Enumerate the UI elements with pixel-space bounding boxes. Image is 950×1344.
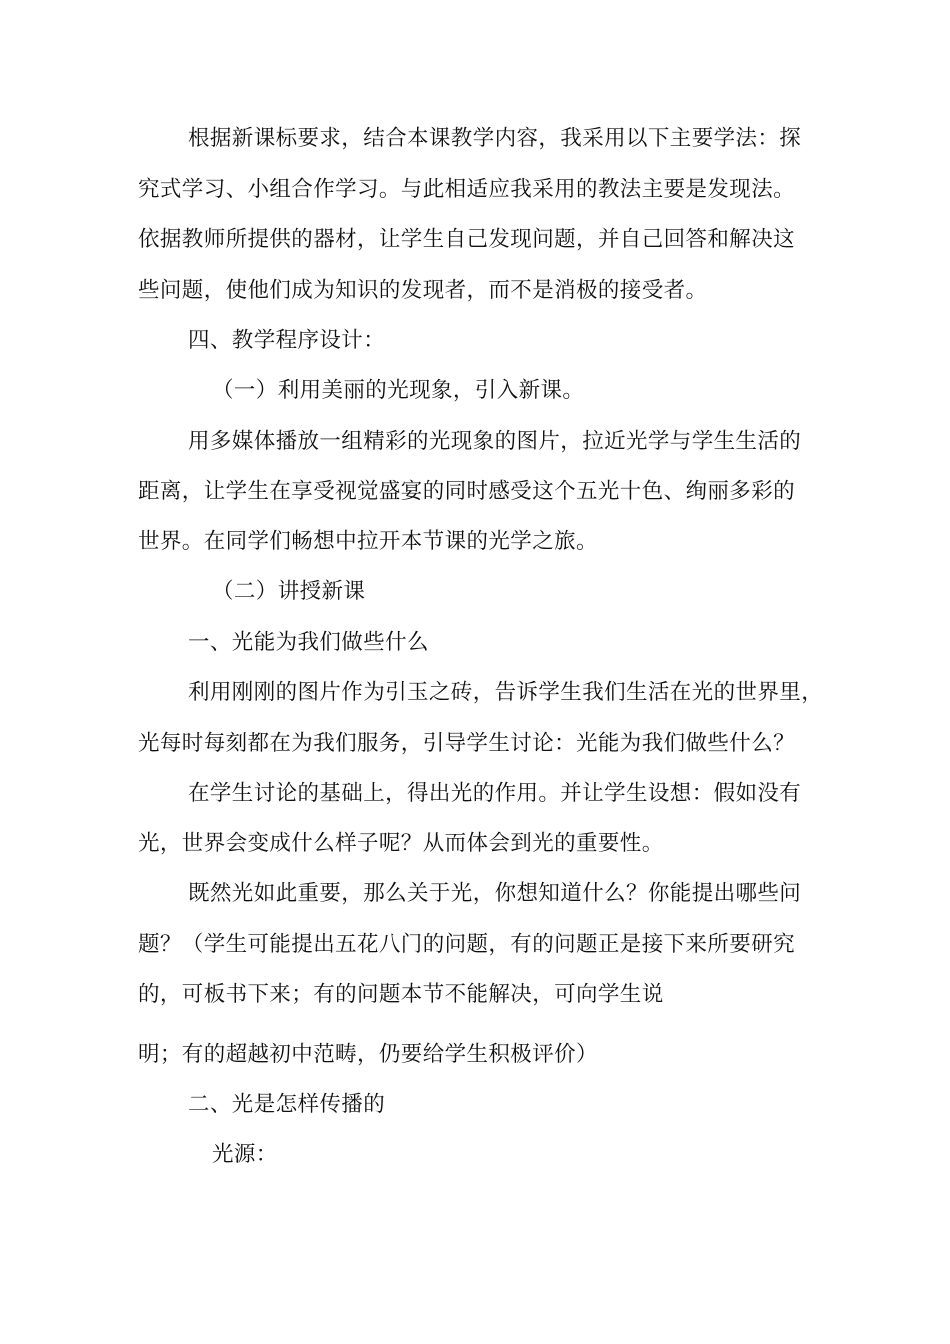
paragraph-line: 世界。在同学们畅想中拉开本节课的光学之旅。 (138, 529, 598, 554)
paragraph-line: 题？（学生可能提出五花八门的问题，有的问题正是接下来所要研究 (138, 932, 796, 957)
subsection-heading: （二）讲授新课 (212, 579, 366, 604)
paragraph-line: 些问题，使他们成为知识的发现者，而不是消极的接受者。 (138, 278, 708, 303)
topic-heading: 一、光能为我们做些什么 (188, 630, 429, 655)
paragraph-line: 明；有的超越初中范畴，仍要给学生积极评价） (138, 1042, 598, 1067)
paragraph-line: 既然光如此重要，那么关于光，你想知道什么？你能提出哪些问 (188, 881, 802, 906)
section-heading: 四、教学程序设计： (188, 328, 386, 353)
paragraph-line: 利用刚刚的图片作为引玉之砖，告诉学生我们生活在光的世界里， (188, 680, 824, 705)
paragraph-line: 依据教师所提供的器材，让学生自己发现问题，并自己回答和解决这 (138, 227, 796, 252)
paragraph-line: 根据新课标要求，结合本课教学内容，我采用以下主要学法：探 (188, 126, 802, 151)
subsection-heading: （一）利用美丽的光现象，引入新课。 (212, 378, 585, 403)
label-line: 光源： (212, 1142, 278, 1167)
paragraph-line: 的，可板书下来；有的问题本节不能解决，可向学生说 (138, 982, 664, 1007)
paragraph-line: 光每时每刻都在为我们服务，引导学生讨论：光能为我们做些什么？ (138, 731, 796, 756)
paragraph-line: 用多媒体播放一组精彩的光现象的图片，拉近光学与学生生活的 (188, 429, 802, 454)
paragraph-line: 光，世界会变成什么样子呢？从而体会到光的重要性。 (138, 831, 664, 856)
paragraph-line: 在学生讨论的基础上，得出光的作用。并让学生设想：假如没有 (188, 781, 802, 806)
paragraph-line: 究式学习、小组合作学习。与此相适应我采用的教法主要是发现法。 (138, 177, 796, 202)
paragraph-line: 距离，让学生在享受视觉盛宴的同时感受这个五光十色、绚丽多彩的 (138, 479, 796, 504)
topic-heading: 二、光是怎样传播的 (188, 1092, 386, 1117)
